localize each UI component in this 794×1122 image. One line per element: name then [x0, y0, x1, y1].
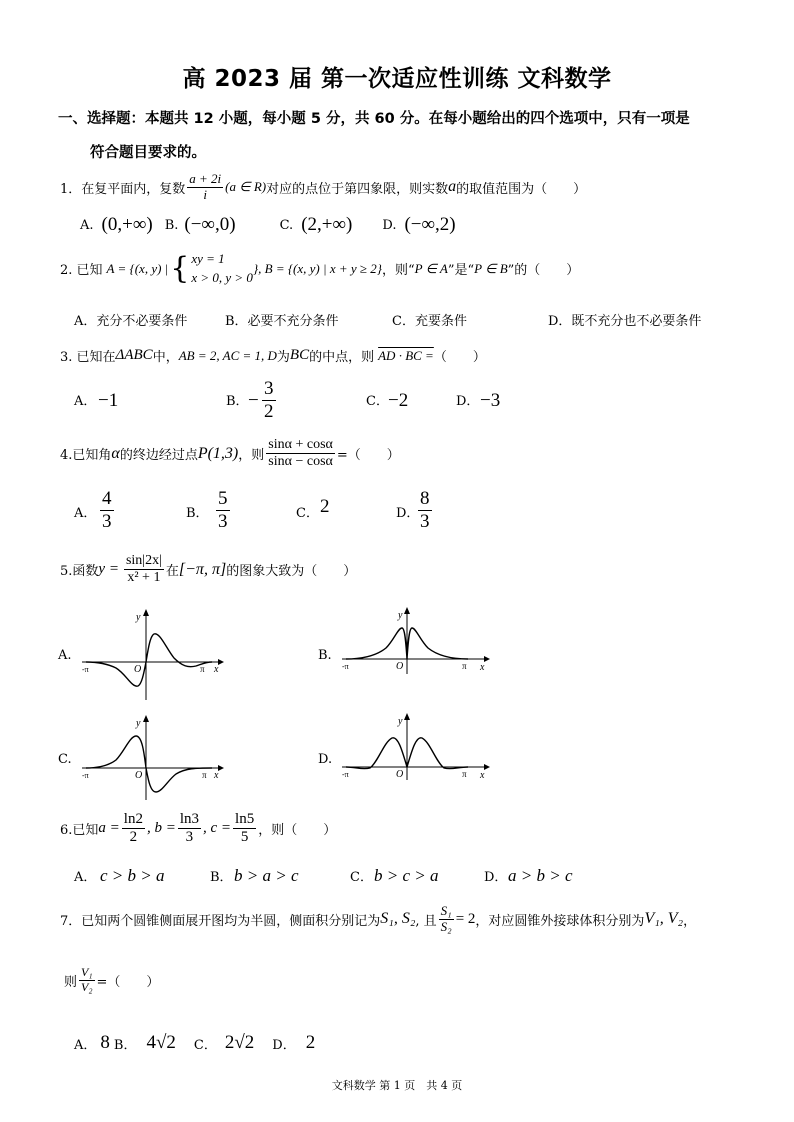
question-7-cont: 则 $\frac{\text{V₁}}{\text{V₂}}$ =（ ） [64, 965, 160, 994]
q3-option-c-label: C． [366, 394, 389, 409]
q1-option-c-label: C. [279, 217, 294, 233]
y-axis-arrow-icon [404, 713, 410, 720]
q1-option-b-label: B. [164, 217, 179, 233]
q6-option-d-label: D． [484, 870, 508, 885]
q7-option-a: 8 [100, 1032, 110, 1053]
q4-option-a: $\frac{4}{3}$ [102, 488, 112, 532]
svg-text:π: π [462, 661, 467, 671]
q1-option-c: (2,+∞) [301, 214, 353, 235]
q1-option-d: (−∞,2) [404, 214, 456, 235]
q4-option-d-label: D． [396, 506, 420, 521]
q5-graph-c [78, 712, 228, 802]
section-heading-cont: 符合题目要求的。 [90, 145, 206, 161]
q4-option-c: 2 [320, 496, 330, 517]
q3-option-d: −3 [480, 390, 501, 411]
pos-pi-label: π [200, 664, 205, 674]
question-1: 1．在复平面内，复数 $\frac{a + 2i}{i}$ (a ∈ R) 对应的点位于第四象限，则实数 a 的取值范围为（ ） [60, 171, 587, 202]
question-7: 7．已知两个圆锥侧面展开图均为半圆，侧面积分别记为 S₁, S₂ , 且 $\frac{\text{S₁}}{\text{S₂}}$ = 2 ，对应圆锥外接球体积分别为 V₁, V₂ ， [60, 903, 697, 934]
q5-graph-d [338, 710, 493, 782]
q1-option-b: (−∞,0) [184, 214, 236, 235]
svg-text:O: O [396, 769, 404, 780]
q6-option-c-label: C． [350, 870, 373, 885]
q2-option-c: C．充要条件 [392, 314, 467, 329]
q3-option-c: −2 [388, 390, 409, 411]
svg-text:y: y [136, 718, 141, 729]
q5-option-c-label: C. [58, 752, 72, 767]
q5-option-b-label: B. [318, 648, 332, 663]
q5-option-a-label: A. [58, 648, 72, 663]
svg-text:-π: -π [342, 662, 349, 671]
x-axis-arrow-icon [484, 764, 490, 770]
q1-option-d-label: D. [382, 217, 397, 233]
q2-option-d: D．既不充分也不必要条件 [548, 314, 702, 329]
q7-option-a-label: A． [74, 1037, 97, 1053]
q3-option-d-label: D． [456, 394, 480, 409]
q6-option-b-label: B． [210, 870, 233, 885]
svg-text:y: y [398, 610, 403, 621]
section-heading: 一、选择题：本题共 12 小题，每小题 5 分，共 60 分。在每小题给出的四个选项中，只有一项是 [58, 111, 690, 127]
question-3: 3. 已知在 ΔABC 中， AB = 2, AC = 1, D 为 BC 的中点，则 AD · BC = （ ） [60, 347, 486, 365]
svg-text:y: y [398, 716, 403, 727]
q4-option-b-label: B． [186, 506, 209, 521]
x-axis-arrow-icon [218, 659, 224, 665]
x-label: x [214, 664, 219, 675]
question-6: 6.已知 a = $\frac{\ln 2}{2}$ , b = $\frac{\ln 3}{3}$ , c = $\frac{\ln 5}{5}$ ，则（ ） [60, 811, 337, 846]
q4-option-d: $\frac{8}{3}$ [420, 488, 430, 532]
q7-option-b-label: B． [113, 1037, 137, 1053]
q3-option-a: −1 [98, 390, 119, 411]
y-axis-arrow-icon [143, 715, 149, 722]
svg-text:-π: -π [82, 771, 89, 780]
q1-options [80, 214, 456, 236]
q7-option-d: 2 [305, 1032, 316, 1053]
svg-text:x: x [214, 770, 219, 781]
q5-graph-b [338, 604, 493, 676]
svg-text:x: x [480, 770, 485, 781]
svg-text:π: π [462, 769, 467, 779]
q4-option-b: $\frac{5}{3}$ [218, 488, 228, 532]
page-footer: 文科数学 第 1 页 共 4 页 [331, 1079, 463, 1092]
q6-option-c: b > c > a [374, 866, 439, 885]
x-axis-arrow-icon [484, 656, 490, 662]
q2-option-b: B．必要不充分条件 [225, 314, 339, 329]
q6-option-a-label: A． [74, 870, 97, 885]
q1-option-a: (0,+∞) [101, 214, 153, 235]
origin-label: O [134, 664, 142, 675]
q6-option-d: a > b > c [508, 866, 573, 885]
q5-graph-a [78, 606, 228, 702]
q3-option-b-label: B． [226, 394, 249, 409]
svg-text:x: x [480, 662, 485, 673]
question-2: 2. 已知 A = {(x, y) | { xy = 1 x > 0, y > 0 }, B = {(x, y) | x + y ≥ 2} ，则“ P ∈ A ”是“ P ∈ B ”的（ ） [60, 250, 580, 286]
svg-text:O: O [396, 661, 404, 672]
question-4: 4.已知角 α 的终边经过点 P(1,3) ，则 $\frac{\sin\alpha + \cos\alpha}{\sin\alpha - \cos\alpha}$ =（ ） [60, 437, 400, 470]
page-title: 高 2023 届 第一次适应性训练 文科数学 [182, 66, 612, 92]
q6-option-a: c > b > a [100, 866, 165, 885]
q3-option-b-sign: − [248, 390, 259, 411]
q1-option-a-label: A. [80, 217, 94, 233]
q7-option-b: 4√2 [146, 1032, 176, 1053]
q7-option-c-label: C． [193, 1037, 217, 1053]
q4-option-c-label: C． [296, 506, 319, 521]
y-label: y [136, 612, 141, 623]
x-axis-arrow-icon [218, 765, 224, 771]
y-axis-arrow-icon [404, 607, 410, 614]
q3-option-b-frac: $\frac{3}{2}$ [264, 378, 274, 422]
svg-text:O: O [135, 770, 143, 781]
q7-option-c: 2√2 [224, 1032, 255, 1053]
svg-text:-π: -π [342, 770, 349, 779]
q7-options [74, 1032, 315, 1054]
q2-option-a: A．充分不必要条件 [74, 314, 188, 329]
q6-option-b: b > a > c [234, 866, 299, 885]
q1-fraction: $\frac{a + 2i}{i}$ [189, 171, 222, 202]
curve [86, 634, 212, 686]
q5-option-d-label: D. [318, 752, 333, 767]
y-axis-arrow-icon [143, 609, 149, 616]
q4-option-a-label: A． [74, 506, 97, 521]
svg-text:π: π [202, 770, 207, 780]
question-5: 5.函数 y = $\frac{\sin|2x|}{\text{x² + 1}}$ 在 [−π, π] 的图象大致为（ ） [60, 553, 357, 586]
neg-pi-label: -π [82, 665, 89, 674]
q3-option-a-label: A． [74, 394, 97, 409]
q7-option-d-label: D． [272, 1037, 296, 1053]
